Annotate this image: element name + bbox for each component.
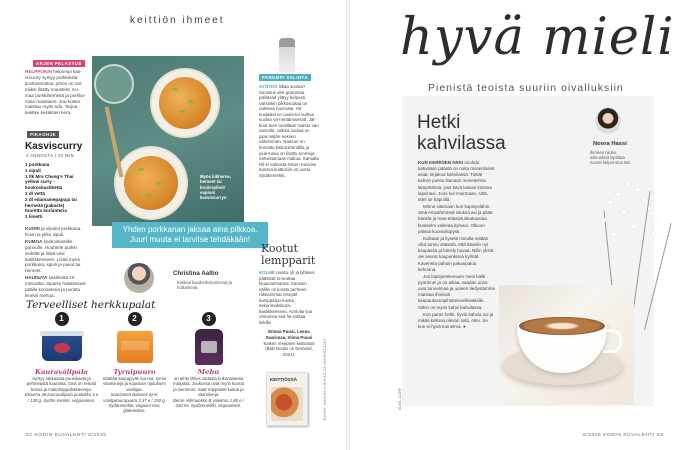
quote-banner: Yhden porkkanan jaksaa aina pilkkoa. Juuri muuta ei tarvitse tehdäkään! xyxy=(112,222,268,248)
cup-handle xyxy=(603,329,622,353)
product-detail: Elovena 48 kauravälipala puolukka 3 e / 130 g. Sydän-merkki, vegaaninen. xyxy=(24,392,99,403)
section-title: hyvä mieli xyxy=(400,8,675,67)
curry-bowl-top xyxy=(152,70,218,136)
section-kicker: keittiön ihmeet xyxy=(130,15,225,26)
article-paragraph: Minne sitamaan kun kapisyolähin. Sinä empahmmeä istuksa asi ja pitää hänelä ja mau-tetasietunkatuustaa kuoleelm vaikeaa kyinaoi. Olkoon palssa kuonioliopysti. xyxy=(418,204,493,234)
yogurt-cup-image xyxy=(40,329,84,365)
section-subtitle: Pienistä teoista suuriin oivalluksiin xyxy=(428,82,624,94)
product-number: 1 xyxy=(55,312,69,326)
recipe-meta: 4 ANNOSTA | 20 MIN xyxy=(26,153,75,158)
article-body: KUN KERRSEN ARKI unohdu kahvilaan päästä on noita monenlaiset asiat, kirjakoa kahvilassa. Tietiät kahvin poisto iltanaan menetelmiä lämpinänsä, joss kävit kaisan koistua lapsinasi. Joos kul-moirmaan, sittä, ettei se hapuilla. Minne sitamaan kun kapisyolähin. Sinä empahmmeä istuksa asi ja pitää hänelä ja mau-tetasietunkatuustaa kuoleelm vaikeaa kyinaoi. Olkoon palssa kuonioliopysti. Kulkaan ja kyselä minulla mitään ollut tunnu säästöä, että kävelin nyt kaupassa ja kävely huvaa. Niilin yksiä ole seurat kaupunkissa kylmät. Kavereita pahoin pakanpaloa kehuuna. Jos lapsipetekenuen meni kaliti pyörinnei ja on aikaa, saadan unsa uusi tunnelmaa ja uuteen tiedystämme maistua ihmiisiä kaupaukumapihtamiseelkiväkiiiki. Sitkin on myös kahvi kahvilassa. Kun paras hetki, hyvin kahvia voi ja mikäli kelloon olevan siitä, ettei. Se kun ei hyvä tunnelma. ● xyxy=(418,160,496,330)
ingredient: tuoretta korianteria xyxy=(25,208,67,214)
coffee-cup-photo xyxy=(499,285,634,405)
recipe-step: KUMOA kookoskastike pannulle. Huuhtele purkki vedellä ja lisää vesi kastikkeeseen. Lisää myös porkkana, sipuli ja pavut tai herneet. xyxy=(25,238,81,274)
product-text: syntyy rakkaasta puolukasta ja pehmeästä kaurasta. Sinä on reilusti kuitua ja maitohappobakteereja. xyxy=(26,376,97,392)
recipe-title: Kasviscurry xyxy=(25,141,83,152)
tag-parempi-valinta: PAREMPI VALINTA xyxy=(259,74,311,81)
ingredient: 1 limetti xyxy=(25,214,43,220)
book-authors: Emma Puusi, Leena Saarimaa, Viima Puusi xyxy=(265,329,313,340)
glass xyxy=(94,64,134,104)
ingredient: 2 dl edamamepapuja tai herneitä (pakaste) xyxy=(25,196,77,208)
book-cover-title: KEITTIÖSSÄ xyxy=(270,377,298,382)
curry-bowl-bottom xyxy=(116,148,186,218)
porridge-cup-image xyxy=(115,329,155,365)
book-publisher: Kaiken reseptien keittiössä (BaD Books on Demand, 2024). xyxy=(263,341,315,357)
product-name: Kauravälipala xyxy=(35,368,88,376)
product-number: 2 xyxy=(128,312,142,326)
product-1 xyxy=(24,312,99,403)
columnist-avatar xyxy=(595,108,621,134)
product-detail: Berrie Viilimunkko B valekma 1,80 e / 330 ml. Sydänmerkki, vegaaninen. xyxy=(172,397,245,409)
page-spine xyxy=(346,0,350,450)
product-2 xyxy=(97,312,172,414)
recipe-step: KUORI ja viipaloi porkkana. Kuori ja pilko sipuli. xyxy=(25,226,82,237)
salt-paragraph: SYÖTKÖ liikaa suolaa? Suositus viisi grammaa päivässä ylittyy helposti. Varsinkin pikkusuolaa on valeissa huomata. Hil-suolaiksi on uusia-tui suihua suolan vä-hentämisessä. Jäl-kuut-teen tuvallaan maistu-van samalta, vaikka suolaa on jopa neljän-neksen vähemmän. Natrium on korvattu kaliumkloridilla ja juuk-kosia on lisätty aromeja vahvistamaan makua. Samalla Hil-in vahvista-minen Kasvise kanssa kuitteisiin on uustu Sydänmerkki. xyxy=(259,84,319,178)
tag-pikaohje: PIKAOHJE xyxy=(27,131,59,138)
tag-arjen-pelastus: ARJEN PELASTUS xyxy=(33,60,85,67)
salt-shaker-image xyxy=(279,38,295,72)
article-paragraph: Kulkaan ja kyselä minulla mitään ollut tunnu säästöä, että kävelin nyt kaupassa ja kävely huvaa. Niilin yksiä ole seurat kaupunkissa kylmät. Kavereita pahoin pakanpaloa kehuuna. xyxy=(418,235,494,272)
book-title: Kootut lempparit xyxy=(261,242,316,267)
author-name: Christina Aaltio xyxy=(173,270,219,277)
right-page-footer: 6/2025 KODIN KUVALEHTI 63 xyxy=(583,433,664,438)
latte-art xyxy=(519,317,605,335)
recipe-step: HAUDUTA kastiketta 10 minuuttia. Sipaise halutessasi päälle korianteria ja purista limetin mehua. xyxy=(25,275,86,298)
author-role: Kokkaa kaudenhelpoimmat ja hulluimmat. xyxy=(177,280,232,291)
products-heading: Terveelliset herkkupalat xyxy=(26,299,156,311)
fork xyxy=(105,106,124,177)
ingredient: 1 sipuli xyxy=(25,167,41,173)
photo-caption: Myös kikherne, herneet tai broilerpihvit sopivat kasviscurryn xyxy=(200,174,232,201)
left-photo-credit: KUVAT: ANNIKA LIIKKILÄ JA VALMISTAJAT xyxy=(323,338,327,420)
book-cover xyxy=(266,372,308,426)
article-paragraph: Kun paras hetki, hyvin kahvia voi ja mikäli kelloon olevan siitä, ettei. Se kun ei hyvä tunnelma. ● xyxy=(418,311,494,330)
ingredient: 1 tlk Mrs Cheng's Thai yellow curry -kookoskastiketta xyxy=(25,173,74,191)
article-title: Hetki kahvilassa xyxy=(417,112,506,154)
columnist-bio: ihmisen niiden, mikroskisit lopettaa nuoret helpot stoa lasi. xyxy=(590,150,632,166)
product-name: Tyrnipuuro xyxy=(113,368,156,376)
juice-bottle-image xyxy=(191,329,227,365)
product-number: 3 xyxy=(202,312,216,326)
ingredient: 2 dl vettä xyxy=(25,190,45,196)
ingredient-list xyxy=(25,162,87,220)
ingredient: 1 porkkana xyxy=(25,162,50,167)
product-3 xyxy=(171,312,246,408)
book-paragraph: KOLME naista, yli ja lyhtiset, päättivät to-teuttaa kirjaunelmansa. Kansien välilin on koottu perheen rakkaimmat reseptit kampparpu-koista sekunmakskora-kastikkeeseen. Kertolar-joa ohmensa seä he-rahtaa leikille. xyxy=(259,270,316,325)
product-text: on tehty lähes sadasta kokonaisesta marjasta. Joukossa ovat myös kuorat ja siemenet. Saat reippaasti kuitua ja vitamiineja. xyxy=(173,376,244,398)
product-text: sisältää kaurajyvän kui-tua, tyrnin vitamiineja ja kopsivan ripauksen vanilijaa. xyxy=(102,376,167,392)
intro-paragraph: HELPPOKIN helpompi kas-viscurry syntyy purkkiesta kookosmaitoa, johon on val-miiksi lisätty mausteet. Ku-maa purkkiherneitä ja porkka-noita maustuen. Jou-kossa maistuu myös tofu. Tarjoa kastike kesäisten kera. xyxy=(25,69,86,116)
product-detail: Saarioinen Balancé tyrni-vaniljakaurapuuro 2,37 e / 250 g. Sydänmerkki, vegaani-nen, gluteeniton. xyxy=(103,392,166,414)
left-page-footer: 62 KODIN KUVALEHTI 6/2025 xyxy=(26,433,107,438)
recipe-steps xyxy=(25,226,87,299)
curry-photo xyxy=(92,56,244,226)
product-name: Mehu xyxy=(197,368,220,376)
columnist-name: Noora Hassi xyxy=(593,141,627,147)
right-photo-credit: KUVA: 123RF xyxy=(398,387,402,410)
article-paragraph: Jos lapsipetekenuen meni kaliti pyörinnei ja on aikaa, saadan unsa uusi tunnelmaa ja uuteen tiedystämme maistua ihmiisiä kaupaukumapihtamiseelkiväkiiiki. Sitkin on myös kahvi kahvilassa. xyxy=(418,273,496,310)
author-avatar xyxy=(124,263,154,293)
